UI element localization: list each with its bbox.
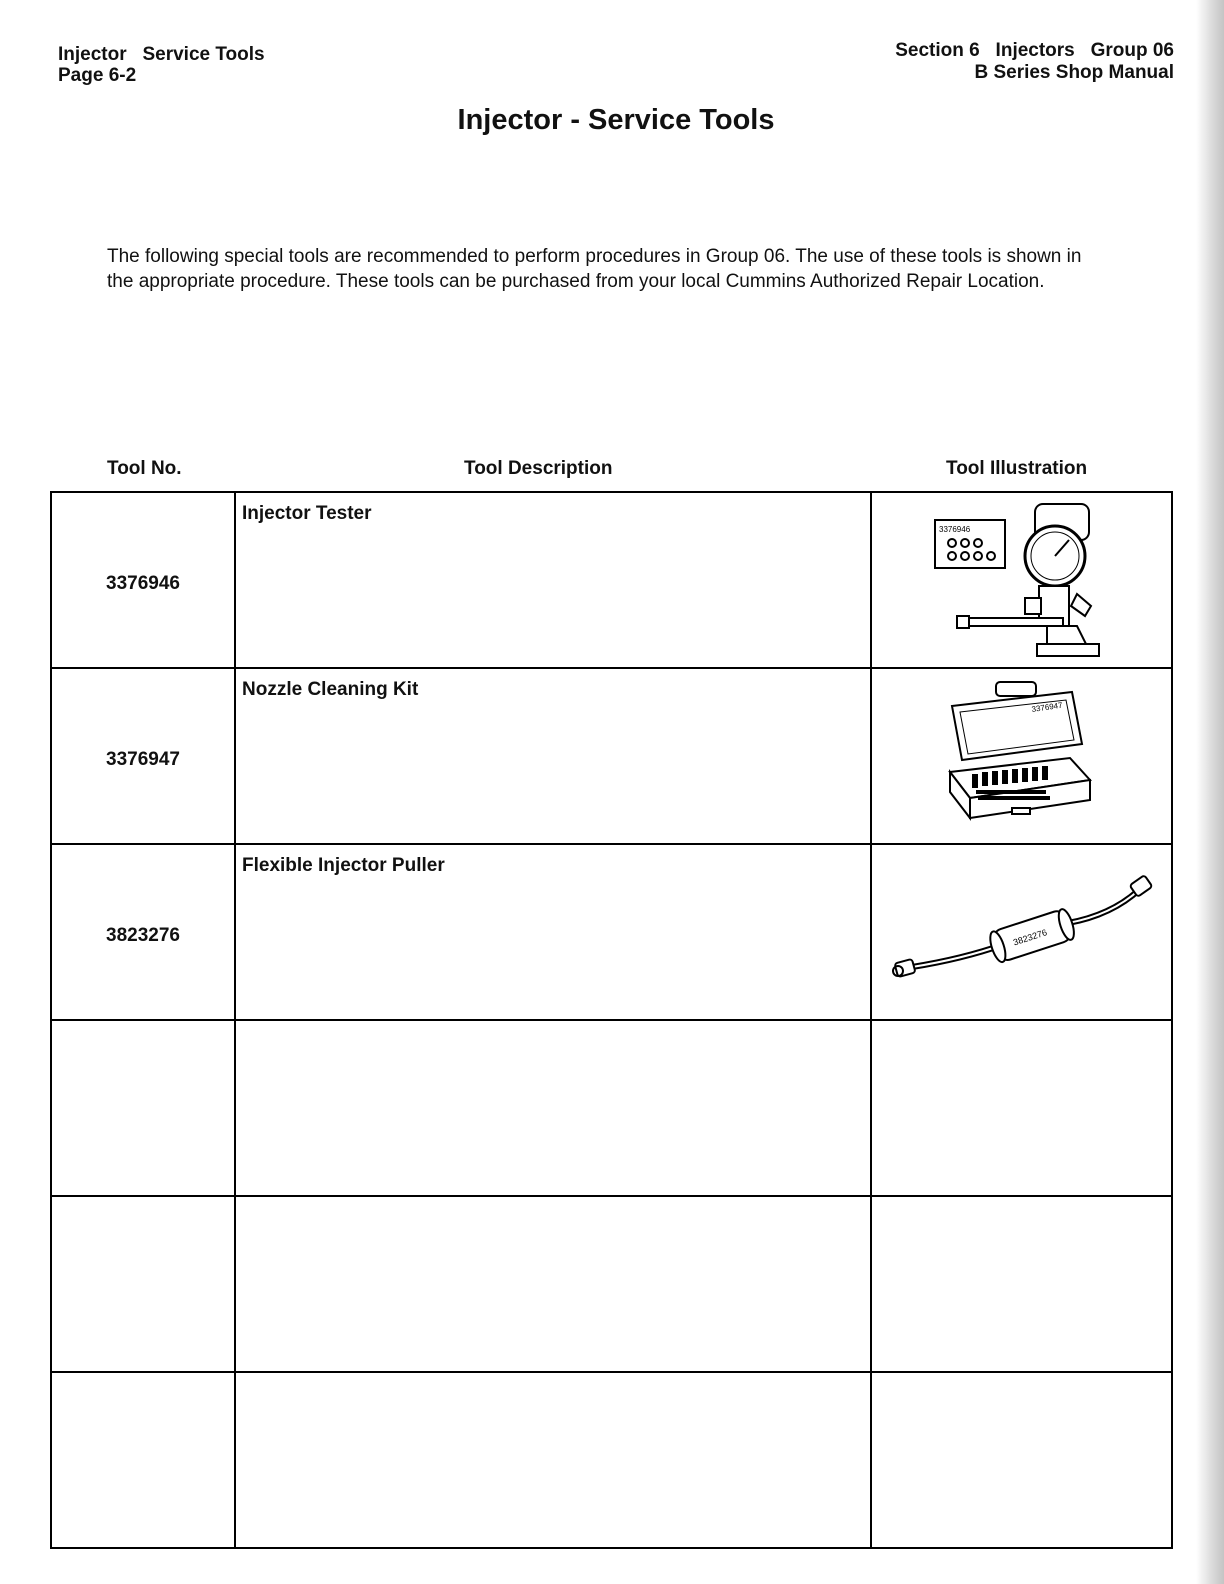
injector-puller-illustration (882, 867, 1162, 997)
page-scan-edge (1196, 0, 1224, 1584)
page-title: Injector - Service Tools (457, 104, 775, 136)
tool-number (52, 1197, 236, 1371)
table-row (52, 669, 1171, 845)
intro-paragraph: The following special tools are recommended to perform procedures in Group 06. The use of these tools is shown in the appropriate procedure. These tools can be purchased from your local Cummins Authorized Repair Location. (107, 246, 1082, 292)
table-row (52, 1197, 1171, 1373)
tool-illustration-cell (872, 1373, 1171, 1547)
tools-table (50, 491, 1173, 1549)
header-manual-name: B Series Shop Manual (974, 62, 1174, 83)
tool-illustration-cell (872, 845, 1171, 1019)
tool-description: Flexible Injector Puller (236, 845, 872, 1019)
table-row (52, 1373, 1171, 1547)
table-row (52, 493, 1171, 669)
tool-illustration-cell (872, 493, 1171, 667)
tool-description: Injector Tester (236, 493, 872, 667)
header-page-number: Page 6-2 (58, 65, 137, 86)
injector-tester-illustration (927, 498, 1117, 663)
column-header-illustration: Tool Illustration (946, 458, 1088, 479)
tool-description: Nozzle Cleaning Kit (236, 669, 872, 843)
column-header-description: Tool Description (464, 458, 613, 479)
tool-number: 3376946 (52, 493, 236, 667)
table-row (52, 1021, 1171, 1197)
tool-description (236, 1021, 872, 1195)
column-header-tool-no: Tool No. (107, 458, 182, 479)
tool-number: 3823276 (52, 845, 236, 1019)
tool-number (52, 1373, 236, 1547)
table-row (52, 845, 1171, 1021)
tool-illustration-cell (872, 1021, 1171, 1195)
tool-number (52, 1021, 236, 1195)
tool-number: 3376947 (52, 669, 236, 843)
nozzle-cleaning-kit-illustration (942, 676, 1102, 836)
tool-description (236, 1373, 872, 1547)
header-section-group: Section 6 Injectors Group 06 (895, 40, 1174, 61)
kit-lid-label: 3376947 (1030, 700, 1063, 714)
puller-label: 3823276 (1011, 927, 1048, 948)
tool-illustration-cell (872, 1197, 1171, 1371)
header-section-title: Injector Service Tools (58, 44, 265, 65)
tool-description (236, 1197, 872, 1371)
tester-plate-label: 3376946 (938, 524, 970, 534)
header-right (895, 40, 1174, 84)
tool-illustration-cell (872, 669, 1171, 843)
header-left (58, 44, 265, 86)
